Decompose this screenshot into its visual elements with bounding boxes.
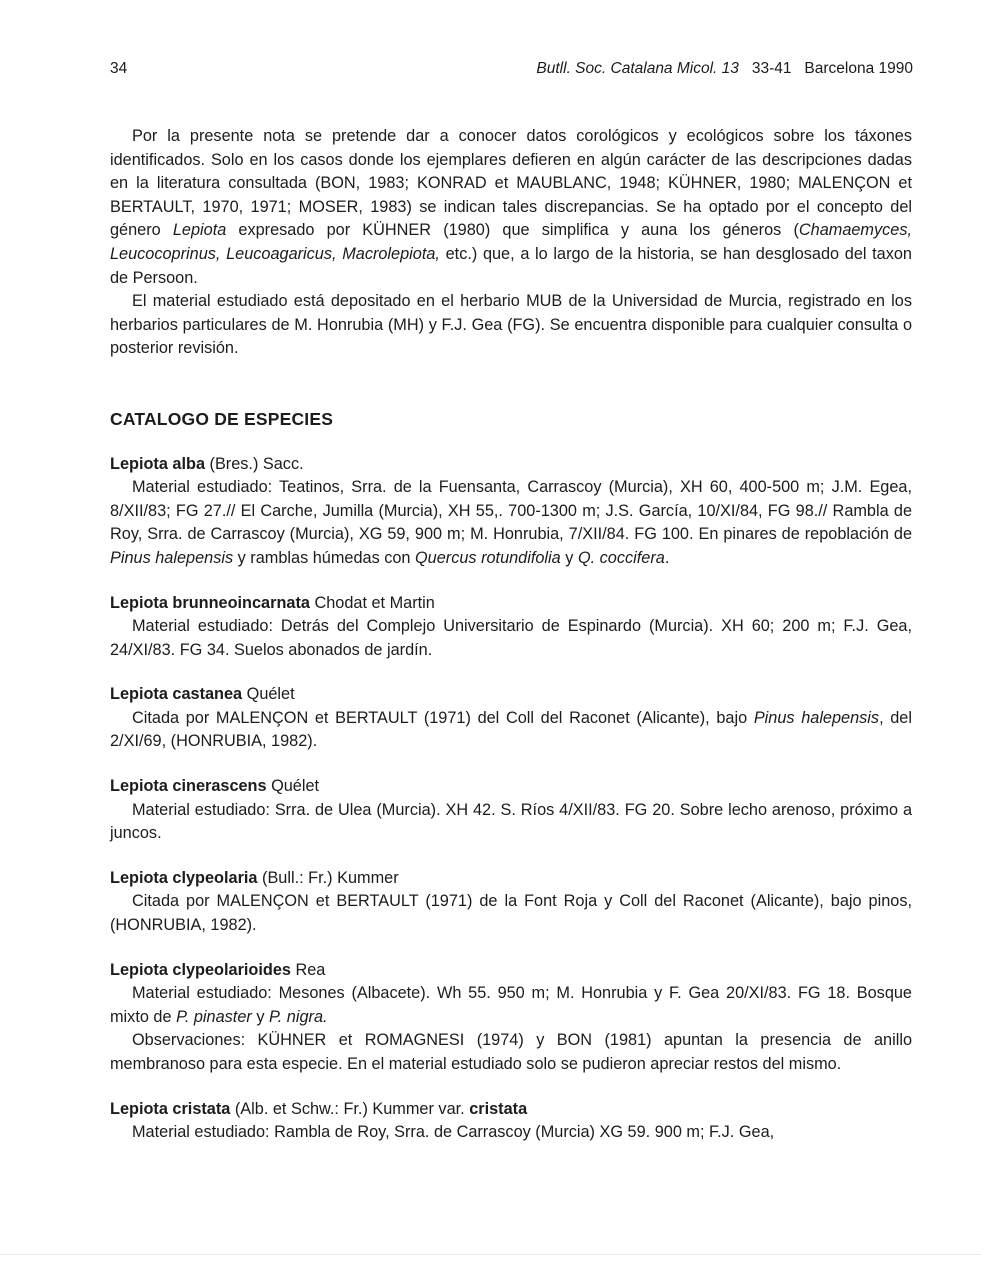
section-title: CATALOGO DE ESPECIES bbox=[110, 408, 334, 429]
journal-pages: 33-41 bbox=[751, 60, 792, 77]
species-name: Lepiota alba bbox=[110, 454, 205, 473]
species-author: Rea bbox=[290, 960, 326, 979]
species-entry-lepiota-clypeolaria bbox=[110, 867, 912, 938]
species-heading bbox=[110, 453, 912, 477]
species-description: Material estudiado: Srra. de Ulea (Murcia). XH 42. S. Ríos 4/XII/83. FG 20. Sobre lecho arenoso, próximo a juncos. bbox=[110, 800, 912, 843]
intro-paragraph-1: Por la presente nota se pretende dar a conocer datos corológicos y ecológicos sobre los táxones identificados. Solo en los casos donde los ejemplares defieren en algún carácter de las descripciones dadas en la literatura consultada (BON, 1983; KONRAD et MAUBLANC, 1948; KÜHNER, 1980; MALENÇON et BERTAULT, 1970, 1971; MOSER, 1983) se indican tales discrepancias. Se ha optado por el concepto del género Lepiota expresado por KÜHNER (1980) que simplifica y auna los géneros (Chamaemyces, Leucocoprinus, Leucoagaricus, Macrolepiota, etc.) que, a lo largo de la historia, se han desglosado del taxon de Persoon. bbox=[110, 127, 912, 287]
journal-name: Butll. Soc. Catalana Micol. bbox=[536, 60, 718, 77]
species-name: Lepiota clypeolaria bbox=[110, 868, 258, 887]
species-description: Citada por MALENÇON et BERTAULT (1971) del Coll del Raconet (Alicante), bajo Pinus halepensis, del 2/XI/69, (HONRUBIA, 1982). bbox=[110, 708, 912, 751]
species-author: (Bull.: Fr.) Kummer bbox=[257, 868, 399, 887]
species-entry-lepiota-cristata bbox=[110, 1098, 912, 1145]
species-author: Quélet bbox=[242, 685, 295, 704]
species-author: Quélet bbox=[266, 777, 320, 796]
species-name: Lepiota castanea bbox=[110, 685, 243, 704]
species-name: Lepiota brunneoincarnata bbox=[110, 593, 310, 612]
species-name: Lepiota cristata bbox=[110, 1099, 231, 1118]
species-heading bbox=[110, 959, 912, 983]
species-description: Citada por MALENÇON et BERTAULT (1971) de la Font Roja y Coll del Raconet (Alicante), bajo pinos, (HONRUBIA, 1982). bbox=[110, 892, 912, 935]
species-heading bbox=[110, 775, 912, 799]
journal-volume: 13 bbox=[721, 60, 739, 77]
species-description: Material estudiado: Mesones (Albacete). Wh 55. 950 m; M. Honrubia y F. Gea 20/XI/83. FG 18. Bosque mixto de P. pinaster y P. nigra. bbox=[110, 984, 912, 1026]
species-entry-lepiota-brunneoincarnata bbox=[110, 592, 912, 663]
running-header bbox=[110, 60, 913, 82]
species-author: (Bres.) Sacc. bbox=[205, 454, 304, 473]
species-author: Chodat et Martin bbox=[309, 593, 435, 612]
species-description: Material estudiado: Detrás del Complejo Universitario de Espinardo (Murcia). XH 60; 200 m; F.J. Gea, 24/XI/83. FG 34. Suelos abonados de jardín. bbox=[110, 617, 912, 659]
species-author: (Alb. et Schw.: Fr.) Kummer var. bbox=[230, 1099, 470, 1118]
journal-citation bbox=[536, 60, 913, 78]
species-heading bbox=[110, 592, 912, 616]
species-variety: cristata bbox=[469, 1099, 528, 1118]
bottom-scan-edge bbox=[0, 1254, 981, 1255]
intro-paragraph-2: El material estudiado está depositado en el herbario MUB de la Universidad de Murcia, registrado en los herbarios particulares de M. Honrubia (MH) y F.J. Gea (FG). Se encuentra disponible para cualquier consulta o posterior revisión. bbox=[110, 292, 912, 358]
page-number: 34 bbox=[110, 60, 128, 77]
species-entry-lepiota-alba bbox=[110, 453, 912, 571]
species-heading bbox=[110, 867, 912, 891]
species-description: Material estudiado: Rambla de Roy, Srra. de Carrascoy (Murcia) XG 59. 900 m; F.J. Gea, bbox=[132, 1123, 775, 1142]
species-entry-lepiota-castanea bbox=[110, 683, 912, 754]
species-name: Lepiota clypeolarioides bbox=[110, 960, 291, 979]
species-heading bbox=[110, 1098, 912, 1122]
species-heading bbox=[110, 683, 912, 707]
species-entry-lepiota-clypeolarioides bbox=[110, 959, 912, 1077]
journal-place-year: Barcelona 1990 bbox=[804, 60, 913, 77]
main-content bbox=[110, 125, 912, 1145]
species-entry-lepiota-cinerascens bbox=[110, 775, 912, 846]
species-observations: Observaciones: KÜHNER et ROMAGNESI (1974) y BON (1981) apuntan la presencia de anillo membranoso para esta especie. En el material estudiado solo se pudieron apreciar restos del mismo. bbox=[110, 1031, 912, 1073]
species-name: Lepiota cinerascens bbox=[110, 777, 267, 796]
species-description: Material estudiado: Teatinos, Srra. de la Fuensanta, Carrascoy (Murcia), XH 60, 400-500 m; J.M. Egea, 8/XII/83; FG 27.// El Carche, Jumilla (Murcia), XH 55,. 700-1300 m; J.S. García, 10/XI/84, FG 98.// Rambla de Roy, Srra. de Carrascoy (Murcia), XG 59, 900 m; M. Honrubia, 7/XII/84. FG 100. En pinares de repoblación de Pinus halepensis y ramblas húmedas con Quercus rotundifolia y Q. coccifera. bbox=[110, 478, 912, 567]
